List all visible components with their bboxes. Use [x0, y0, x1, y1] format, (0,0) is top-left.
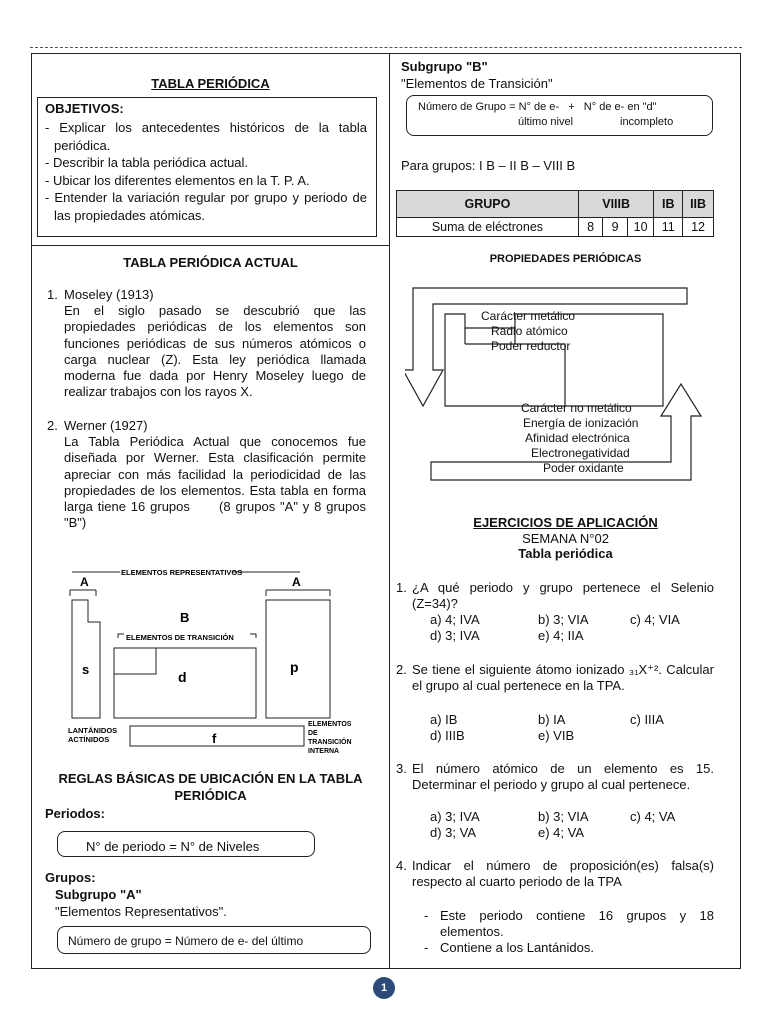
periodos-label: Periodos: — [45, 806, 105, 821]
table-header-viiib: VIIIB — [578, 191, 654, 218]
interna-label-4: INTERNA — [308, 748, 340, 755]
table-row-label: Suma de eléctrones — [397, 218, 579, 237]
f-block — [130, 726, 304, 746]
history-text-1: En el siglo pasado se descubrió que las propiedades periódicas de los elementos son funciones periódicas de sus números atómicos o carga nuclear (Z). Esta ley periódica llamada moderna fue dada por Henry Moseley luego de realizar trabajos con los rayos X. — [64, 303, 366, 400]
representativos-label: ELEMENTOS REPRESENTATIVOS — [121, 568, 243, 577]
history-num-1: 1. — [47, 287, 58, 302]
question-options-2 — [430, 712, 720, 744]
option: c) 4; VA — [630, 809, 676, 824]
bullet-dash: - — [424, 940, 429, 955]
table-cell: 10 — [627, 218, 654, 237]
rules-title-line-2: PERIÓDICA — [174, 788, 247, 803]
bullet-item — [424, 908, 714, 940]
periodo-formula: N° de periodo = N° de Niveles — [86, 839, 260, 854]
question-num-1: 1. — [396, 580, 407, 595]
bullet-text: Contiene a los Lantánidos. — [440, 940, 594, 955]
a-left-bracket — [70, 590, 96, 596]
option: c) IIIA — [630, 712, 664, 727]
bullet-text: Este periodo contiene 16 grupos y 18 elementos. — [440, 908, 714, 939]
option: c) 4; VIA — [630, 612, 680, 627]
grupo-b-formula-line1: Número de Grupo = N° de e- + N° de e- en "d" — [418, 101, 657, 113]
b-label: B — [180, 610, 190, 625]
page-title: TABLA PERIÓDICA — [151, 76, 270, 91]
p-label: p — [290, 659, 299, 675]
a-left-label: A — [80, 575, 89, 589]
periodic-table-diagram — [60, 560, 360, 760]
prop-top-2: Poder reductor — [491, 339, 571, 353]
d-block-notch — [114, 648, 156, 674]
table-header-ib: IB — [654, 191, 683, 218]
rules-title — [32, 770, 389, 804]
prop-top-1: Radio atómico — [491, 324, 568, 338]
rules-title-line-1: REGLAS BÁSICAS DE UBICACIÓN EN LA TABLA — [58, 771, 363, 786]
prop-bottom-0: Carácter no metálico — [521, 401, 632, 415]
periodo-formula-box — [57, 831, 315, 857]
subgrupo-b-name: "Elementos de Transición" — [401, 76, 553, 91]
a-right-bracket — [266, 590, 330, 596]
grupo-b-formula-line2b: incompleto — [620, 116, 674, 128]
option: a) 4; IVA — [430, 612, 480, 627]
table-cell: 11 — [654, 218, 683, 237]
prop-bottom-3: Electronegatividad — [531, 446, 630, 460]
s-block — [72, 600, 100, 718]
column-divider — [389, 54, 390, 968]
option: e) VIB — [538, 728, 575, 743]
para-grupos-text: Para grupos: I B – II B – VIII B — [401, 158, 576, 173]
bullet-item — [424, 940, 714, 956]
a-right-label: A — [292, 575, 301, 589]
page-number-badge: 1 — [373, 977, 395, 999]
question-text-4: Indicar el número de proposición(es) falsa(s) respecto al cuarto periodo de la TPA — [412, 858, 714, 890]
objectives-heading: OBJETIVOS: — [45, 101, 124, 116]
option: b) 3; VIA — [538, 809, 589, 824]
question-num-4: 4. — [396, 858, 407, 873]
actinidos-label: ACTÍNIDOS — [68, 735, 110, 744]
question-bullets-4 — [424, 908, 714, 956]
table-cell: 12 — [683, 218, 714, 237]
objective-item: - Ubicar los diferentes elementos en la T. P. A. — [45, 172, 310, 188]
option: a) IB — [430, 712, 458, 727]
question-text-1: ¿A qué periodo y grupo pertenece el Selenio (Z=34)? — [412, 580, 714, 612]
s-label: s — [82, 662, 90, 677]
exercise-subtitle: Tabla periódica — [518, 546, 613, 561]
question-num-2: 2. — [396, 662, 407, 677]
objective-item: - Explicar los antecedentes históricos de la tabla periódica. — [45, 120, 367, 153]
objective-item: - Entender la variación regular por grupo y periodo de las propiedades atómicas. — [45, 190, 367, 223]
interna-label-2: DE — [308, 730, 318, 737]
question-options-1 — [430, 612, 720, 644]
option: d) 3; IVA — [430, 628, 480, 643]
subgrupo-b-label: Subgrupo "B" — [401, 59, 488, 74]
table-cell: 9 — [603, 218, 627, 237]
objectives-list — [45, 119, 367, 224]
option: b) 3; VIA — [538, 612, 589, 627]
history-head-2: Werner (1927) — [64, 418, 148, 433]
prop-bottom-1: Energía de ionización — [523, 416, 639, 430]
transicion-label: ELEMENTOS DE TRANSICIÓN — [126, 633, 234, 642]
grupo-a-formula-box — [57, 926, 371, 954]
option: d) IIIB — [430, 728, 465, 743]
option: b) IA — [538, 712, 566, 727]
question-text-2: Se tiene el siguiente átomo ionizado ₃₁X⁺². Calcular el grupo al cual pertenece en la TPA. — [412, 662, 714, 694]
question-num-3: 3. — [396, 761, 407, 776]
section-rule — [32, 245, 389, 246]
history-text-2: La Tabla Periódica Actual que conocemos fue diseñada por Werner. Esta clasificación permite apreciar con más facilidad la periodicidad de las propiedades de los elementos. Esta tabla en forma larga tiene 16 grupos (8 grupos "A" y 8 grupos "B") — [64, 434, 370, 531]
option: e) 4; VA — [538, 825, 585, 840]
question-options-3 — [430, 809, 720, 841]
prop-top-0: Carácter metálico — [481, 309, 576, 323]
suma-electrones-table — [396, 190, 714, 237]
semana-label: SEMANA N°02 — [522, 531, 609, 546]
option: d) 3; VA — [430, 825, 477, 840]
subgrupo-a-name: "Elementos Representativos". — [55, 904, 227, 919]
top-dotted-rule — [30, 47, 742, 48]
propiedades-diagram — [405, 282, 715, 500]
question-text-3: El número atómico de un elemento es 15. Determinar el periodo y grupo al cual pertenece. — [412, 761, 714, 793]
section-title-actual: TABLA PERIÓDICA ACTUAL — [123, 255, 298, 270]
grupos-label: Grupos: — [45, 870, 96, 885]
grupo-a-formula: Número de grupo = Número de e- del último — [68, 934, 304, 948]
d-label: d — [178, 669, 187, 685]
f-label: f — [212, 731, 217, 746]
table-header-grupo: GRUPO — [397, 191, 579, 218]
interna-label-3: TRANSICIÓN — [308, 739, 352, 746]
bullet-dash: - — [424, 908, 429, 923]
history-head-1: Moseley (1913) — [64, 287, 154, 302]
objective-item: - Describir la tabla periódica actual. — [45, 155, 249, 170]
table-header-iib: IIB — [683, 191, 714, 218]
option: e) 4; IIA — [538, 628, 584, 643]
lantanidos-label: LANTÁNIDOS — [68, 726, 118, 735]
prop-bottom-4: Poder oxidante — [543, 461, 624, 475]
ejercicios-title: EJERCICIOS DE APLICACIÓN — [473, 515, 658, 530]
table-cell: 8 — [578, 218, 602, 237]
prop-bottom-2: Afinidad electrónica — [525, 431, 630, 445]
subgrupo-a-label: Subgrupo "A" — [55, 887, 142, 902]
grupo-b-formula-line2a: último nivel — [518, 116, 574, 128]
propiedades-title: PROPIEDADES PERIÓDICAS — [489, 253, 642, 265]
option: a) 3; IVA — [430, 809, 480, 824]
history-num-2: 2. — [47, 418, 58, 433]
interna-label-1: ELEMENTOS — [308, 721, 352, 728]
